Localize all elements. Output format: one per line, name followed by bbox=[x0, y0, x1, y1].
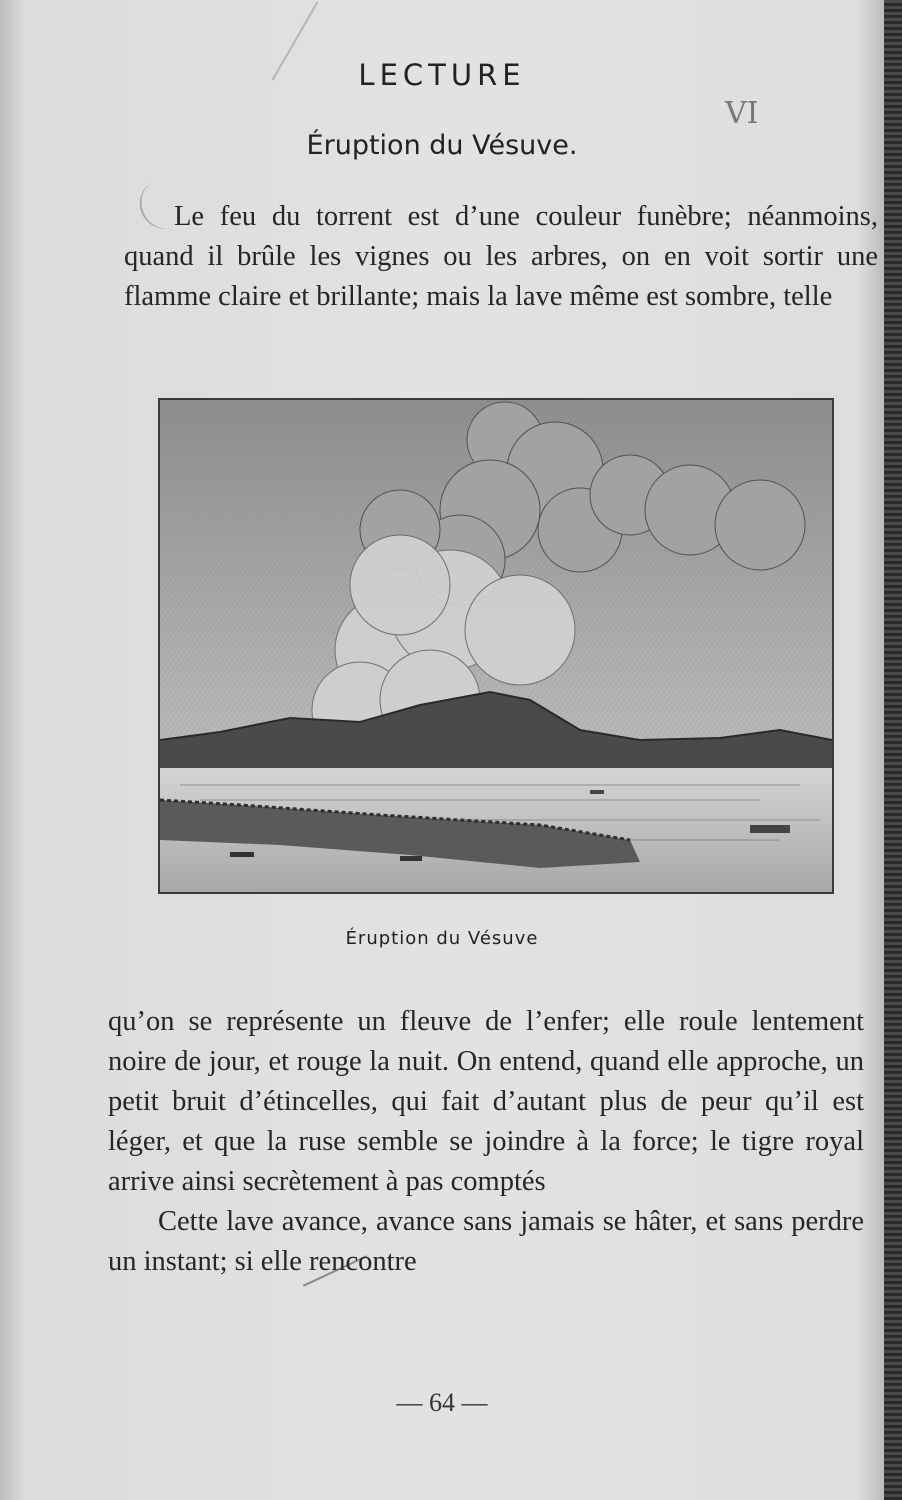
text-block-bottom bbox=[108, 1002, 864, 1282]
figure-caption: Éruption du Vésuve bbox=[345, 928, 539, 949]
lesson-title: Éruption du Vésuve. bbox=[306, 130, 578, 161]
lesson-number: VI bbox=[725, 96, 759, 131]
section-title: LECTURE bbox=[358, 58, 526, 92]
paragraph: Le feu du torrent est d’une couleur funèbre; néanmoins, quand il brûle les vignes ou les arbres, on en voit sortir une flamme claire et brillante; mais la lave même est sombre, telle bbox=[124, 201, 878, 312]
vesuvius-engraving bbox=[158, 398, 834, 894]
paragraph: qu’on se représente un fleuve de l’enfer; elle roule lentement noire de jour, et rouge la nuit. On entend, quand elle approche, un petit bruit d’étincelles, qui fait d’autant plus de peur qu’il est léger, et que la ruse semble se joindre à la force; le tigre royal arrive ainsi secrètement à pas comptés bbox=[108, 1006, 864, 1197]
page-edge bbox=[884, 0, 902, 1500]
page-number: — 64 — bbox=[396, 1388, 488, 1417]
text-block-top bbox=[124, 197, 878, 317]
paragraph: Cette lave avance, avance sans jamais se hâter, et sans perdre un instant; si elle rencontre bbox=[108, 1206, 864, 1277]
